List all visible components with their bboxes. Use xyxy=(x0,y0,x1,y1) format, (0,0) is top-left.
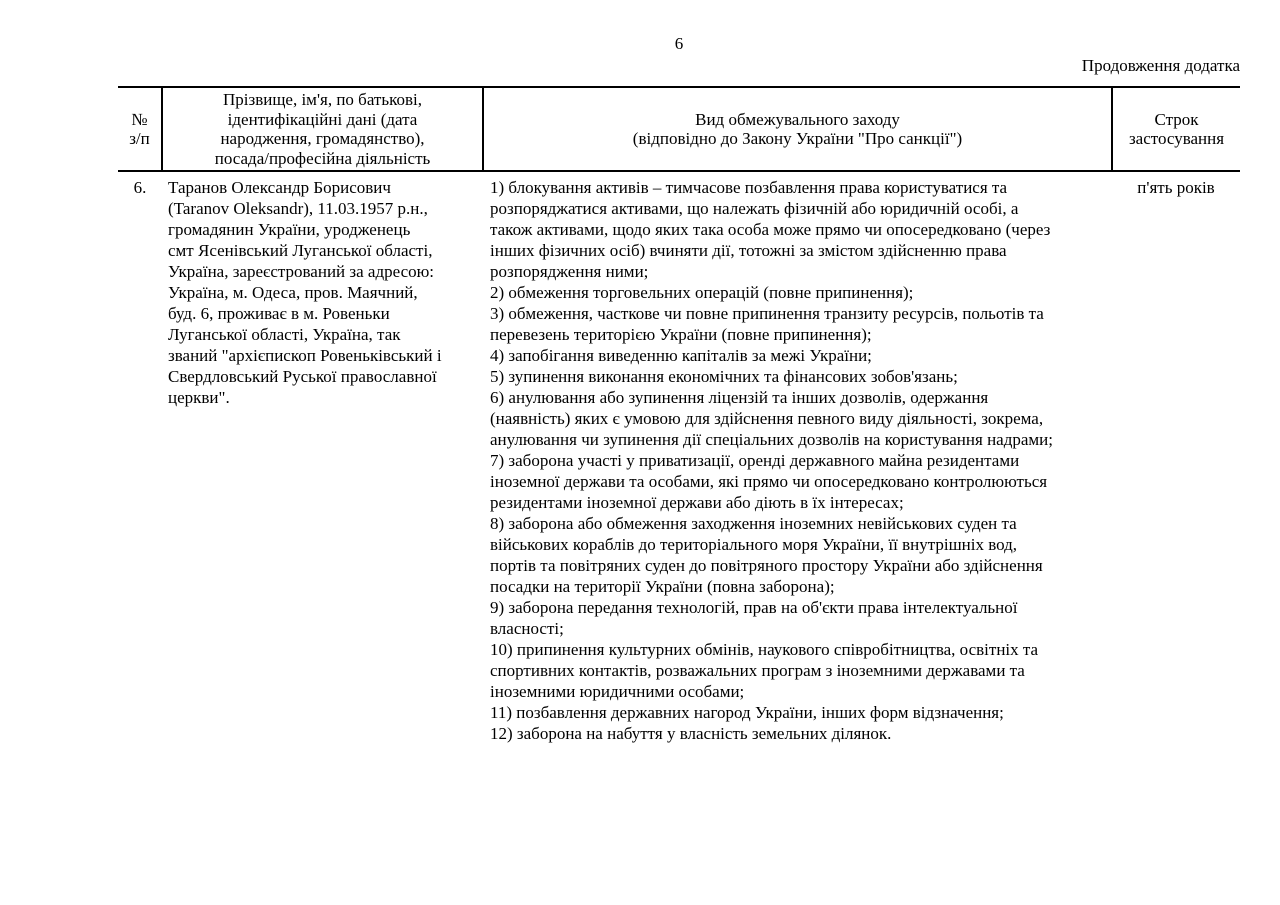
text-line: (Taranov Oleksandr), 11.03.1957 р.н., xyxy=(168,199,428,218)
header-person-column xyxy=(162,87,483,171)
text-line: Таранов Олександр Борисович xyxy=(168,178,391,197)
text-line: анулювання чи зупинення дії спеціальних дозволів на користування надрами; xyxy=(490,430,1053,449)
page-number: 6 xyxy=(674,34,684,53)
text-line: з/п xyxy=(129,129,150,148)
text-line: інших фізичних осіб) вчиняти дії, тотожні за змістом здійсненню права xyxy=(490,241,1007,260)
text-line: посадки на території України (повна заборона); xyxy=(490,577,835,596)
appendix-continuation-label: Продовження додатка xyxy=(1081,56,1240,75)
text-line: портів та повітряних суден до повітряного простору України або здійснення xyxy=(490,556,1043,575)
text-line: Вид обмежувального заходу xyxy=(695,109,900,129)
text-line: застосування xyxy=(1128,129,1225,148)
text-line: 8) заборона або обмеження заходження іноземних невійськових суден та xyxy=(490,514,1017,533)
text-line: 6) анулювання або зупинення ліцензій та інших дозволів, одержання xyxy=(490,388,989,407)
text-line: буд. 6, проживає в м. Ровеньки xyxy=(168,304,390,323)
text-line: 10) припинення культурних обмінів, наукового співробітництва, освітніх та xyxy=(490,640,1039,659)
text-line: спортивних контактів, розважальних програм з іноземними державами та xyxy=(490,661,1025,680)
restrictive-measures-cell xyxy=(483,171,1112,744)
text-line: 11) позбавлення державних нагород України, інших форм відзначення; xyxy=(490,703,1004,722)
text-line: смт Ясенівський Луганської області, xyxy=(168,241,433,260)
text-line: посада/професійна діяльність xyxy=(214,148,431,168)
text-line: Строк xyxy=(1154,109,1199,129)
text-line: Прізвище, ім'я, по батькові, xyxy=(222,90,423,109)
text-line: резидентами іноземної держави або діють в їх інтересах; xyxy=(490,493,904,512)
text-line: Свердловський Руської православної xyxy=(168,367,437,386)
text-line: 2) обмеження торговельних операцій (повне припинення); xyxy=(490,283,914,302)
text-line: громадянин України, уродженець xyxy=(168,220,411,239)
person-info-cell xyxy=(162,171,483,744)
term-cell: п'ять років xyxy=(1137,178,1215,197)
text-line: перевезень територією України (повне припинення); xyxy=(490,325,872,344)
text-line: Луганської області, Україна, так xyxy=(168,325,401,344)
text-line: 12) заборона на набуття у власність земельних ділянок. xyxy=(490,724,892,743)
row-number-cell: 6. xyxy=(133,178,147,197)
text-line: Україна, м. Одеса, пров. Маячний, xyxy=(168,283,418,302)
table-row xyxy=(118,171,1240,744)
text-line: Україна, зареєстрований за адресою: xyxy=(168,262,435,281)
text-line: 7) заборона участі у приватизації, оренді державного майна резидентами xyxy=(490,451,1020,470)
text-line: званий "архієпископ Ровеньківський і xyxy=(168,346,442,365)
text-line: 1) блокування активів – тимчасове позбавлення права користуватися та xyxy=(490,178,1008,197)
text-line: власності; xyxy=(490,619,564,638)
text-line: іноземними юридичними особами; xyxy=(490,682,745,701)
text-line: 3) обмеження, часткове чи повне припинення транзиту ресурсів, польотів та xyxy=(490,304,1044,323)
text-line: розпорядження ними; xyxy=(490,262,649,281)
text-line: іноземної держави та особами, які прямо чи опосередковано контролюються xyxy=(490,472,1048,491)
text-line: (відповідно до Закону України "Про санкції") xyxy=(632,129,963,148)
header-number-column xyxy=(118,87,162,171)
header-measures-column xyxy=(483,87,1112,171)
header-term-column xyxy=(1112,87,1240,171)
text-line: (наявність) яких є умовою для здійснення певного виду діяльності, зокрема, xyxy=(490,409,1044,428)
text-line: 5) зупинення виконання економічних та фінансових зобов'язань; xyxy=(490,367,958,386)
text-line: № xyxy=(131,109,148,129)
text-line: розпоряджатися активами, що належать фізичній або юридичній особі, а xyxy=(490,199,1019,218)
sanctions-table xyxy=(118,86,1240,744)
text-line: 9) заборона передання технологій, прав на об'єкти права інтелектуальної xyxy=(490,598,1018,617)
table-header-row xyxy=(118,87,1240,171)
text-line: церкви". xyxy=(168,388,230,407)
text-line: 4) запобігання виведенню капіталів за межі України; xyxy=(490,346,872,365)
text-line: народження, громадянство), xyxy=(220,129,425,148)
text-line: військових кораблів до територіального моря України, її внутрішніх вод, xyxy=(490,535,1018,554)
text-line: також активами, щодо яких така особа може прямо чи опосередковано (через xyxy=(490,220,1051,239)
text-line: ідентифікаційні дані (дата xyxy=(227,109,418,129)
